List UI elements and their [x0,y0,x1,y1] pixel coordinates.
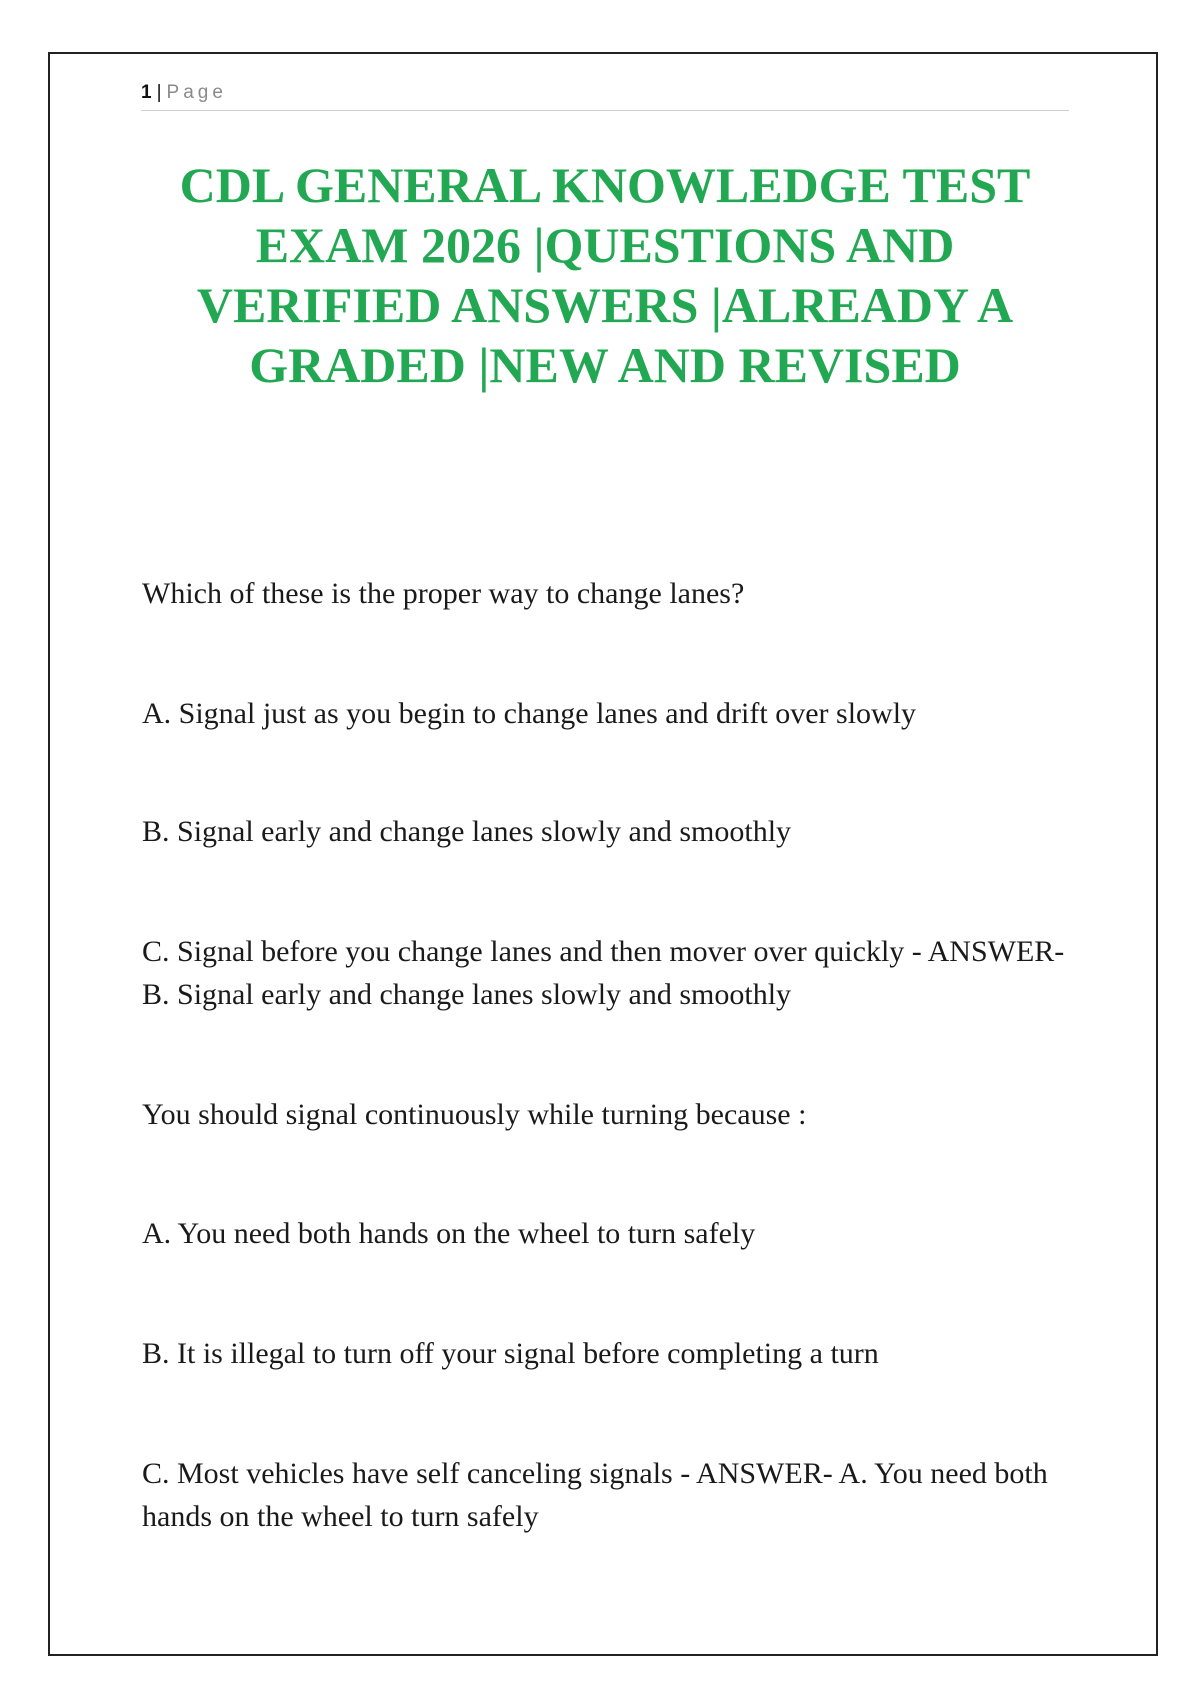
page-number: 1 [141,82,152,103]
page-header [141,80,1069,111]
question-1-option-a: A. Signal just as you begin to change lanes and drift over slowly [142,697,917,730]
question-1-option-b: B. Signal early and change lanes slowly and smoothly [142,815,792,848]
question-2-option-c-answer: C. Most vehicles have self canceling signals - ANSWER- A. You need both hands on the wheel to turn safely [142,1457,1048,1533]
page-label: Page [166,82,227,103]
page-separator: | [156,82,162,103]
question-1-option-c-answer: C. Signal before you change lanes and then mover over quickly - ANSWER- B. Signal early and change lanes slowly and smoothly [142,935,1065,1011]
question-2-option-b: B. It is illegal to turn off your signal before completing a turn [142,1337,879,1370]
question-1: Which of these is the proper way to change lanes? [142,577,745,610]
question-2-option-a: A. You need both hands on the wheel to turn safely [142,1217,756,1250]
question-2: You should signal continuously while turning because : [142,1098,807,1131]
document-title: CDL GENERAL KNOWLEDGE TEST EXAM 2026 |QUESTIONS AND VERIFIED ANSWERS |ALREADY A GRADED |NEW AND REVISED [179,157,1031,393]
